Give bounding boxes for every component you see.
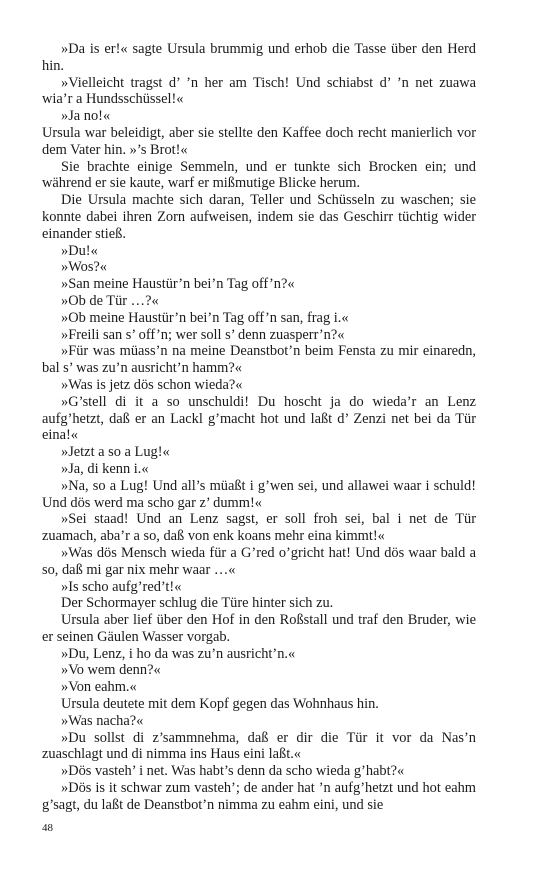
paragraph: Die Ursula machte sich daran, Teller und Schüsseln zu waschen; sie konnte dabei ihren Zorn aufweisen, indem sie das Geschirr tüchtig wider einander stieß. [42, 192, 476, 242]
paragraph: »Ob de Tür …?« [61, 292, 159, 309]
paragraph: Ursula deutete mit dem Kopf gegen das Wohnhaus hin. [61, 696, 379, 713]
paragraph: »Was nacha?« [61, 712, 144, 729]
paragraph: »Vielleicht tragst d’ ’n her am Tisch! Und schiabst d’ ’n net zuawa wia’r a Hundsschüssel!« [42, 74, 476, 108]
paragraph: »Du sollst di z’sammnehma, daß er dir die Tür it vor da Nas’n zuaschlagt und di nimma ins Haus eini laßt.« [42, 729, 476, 763]
paragraph: »Du!« [61, 242, 98, 259]
paragraph: »Vo wem denn?« [61, 662, 161, 679]
paragraph: »Ja, di kenn i.« [61, 460, 149, 477]
paragraph: »Ob meine Haustür’n bei’n Tag off’n san, frag i.« [61, 309, 349, 326]
paragraph: Sie brachte einige Semmeln, und er tunkte sich Brocken ein; und während er sie kaute, warf er mißmutige Blicke herum. [42, 158, 476, 192]
paragraph: »Ja no!« [61, 108, 111, 125]
body-text [42, 41, 476, 814]
paragraph: »Dös is it schwar zum vasteh’; de ander hat ’n aufg’hetzt und hot eahm g’sagt, du laßt de Deanstbot’n nimma zu eahm eini, und sie [42, 780, 476, 813]
paragraph: »Jetzt a so a Lug!« [61, 444, 170, 461]
paragraph: Ursula aber lief über den Hof in den Roßstall und traf den Bruder, wie er seinen Gäulen Wasser vorgab. [42, 612, 476, 645]
paragraph: »Wos?« [61, 259, 108, 276]
paragraph: »Du, Lenz, i ho da was zu’n ausricht’n.« [61, 645, 296, 662]
paragraph: »Na, so a Lug! Und all’s müaßt i g’wen sei, und allawei waar i schuld! Und dös werd ma scho gar z’ dumm!« [42, 477, 476, 511]
paragraph: »Für was müass’n na meine Deanstbot’n beim Fensta zu mir einaredn, bal s’ was zu’n ausricht’n hamm?« [42, 343, 476, 377]
paragraph: »Von eahm.« [61, 679, 137, 696]
paragraph: »Sei staad! Und an Lenz sagst, er soll froh sei, bal i net de Tür zuamach, aba’r a so, daß von enk koans mehr eina kimmt!« [42, 511, 476, 545]
paragraph: »Freili san s’ off’n; wer soll s’ denn zuasperr’n?« [61, 326, 345, 343]
paragraph: »Da is er!« sagte Ursula brummig und erhob die Tasse über den Herd hin. [42, 41, 476, 74]
paragraph: »Was is jetz dös schon wieda?« [61, 376, 243, 393]
paragraph: »San meine Haustür’n bei’n Tag off’n?« [61, 276, 295, 293]
page-number: 48 [42, 822, 53, 834]
paragraph: »G’stell di it a so unschuldi! Du hoscht ja do wieda’r an Lenz aufg’hetzt, daß er an Lackl g’macht hot und laßt d’ Zenzi net bei da Tür eina!« [42, 393, 476, 444]
paragraph: »Dös vasteh’ i net. Was habt’s denn da scho wieda g’habt?« [61, 763, 405, 780]
paragraph: Der Schormayer schlug die Türe hinter sich zu. [61, 595, 334, 612]
paragraph: »Is scho aufg’red’t!« [61, 578, 182, 595]
paragraph: Ursula war beleidigt, aber sie stellte den Kaffee doch recht manierlich vor dem Vater hin. »’s Brot!« [42, 124, 476, 158]
paragraph: »Was dös Mensch wieda für a G’red o’gricht hat! Und dös waar bald a so, daß mi gar nix mehr waar …« [42, 544, 476, 578]
